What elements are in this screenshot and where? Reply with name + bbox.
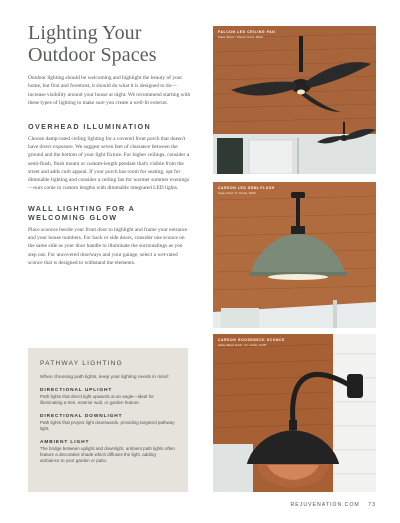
- section-body-wall: Place sconces beside your front door to highlight and frame your entrance and your house numbers. For back or side doors, consider one sconce on the same side as your door handle to illuminate the surroundings as you step out. For uncovered doorways and your garage, select a wet-rated sconce that is designed to withstand the elements.: [28, 226, 188, 266]
- caption-name: CARSON GOOSENECK SCONCE: [218, 338, 285, 342]
- term-directional-downlight: DIRECTIONAL DOWNLIGHT: [40, 413, 123, 419]
- caption-name: CARSON LED SEMI-FLUSH: [218, 186, 275, 190]
- section-body-overhead: Choose damp-rated ceiling lighting for a covered front porch that doesn't have direct exposure. We suggest seven feet of clearance between the ground and the bottom of your light fixture. For higher ceilings, consider a semi-flush, flush mount or custom-length pendant that's visible from the street and adds curb appeal. If your porch has room for seating, opt for dimmable lighting and consider a ceiling fan for warmer summer evenings—ours come in custom lengths with dimmable integrated LED lights.: [28, 135, 190, 192]
- caption-detail: Matte Black / Walnut finish, $849: [218, 34, 263, 39]
- caption-name: FALCON LED CEILING FAN: [218, 30, 276, 34]
- term-ambient-light: AMBIENT LIGHT: [40, 439, 90, 445]
- section-heading-overhead: OVERHEAD ILLUMINATION: [28, 121, 152, 131]
- footer-site[interactable]: REJUVENATION.COM: [290, 502, 360, 508]
- semi-flush-image: [213, 182, 376, 328]
- ceiling-fan-image: [213, 26, 376, 174]
- photo-ceiling-fan: [213, 26, 376, 174]
- caption-detail: Sage finish, 8" shade, $295: [218, 190, 256, 195]
- term-desc-directional-uplight: Path lights that direct light upwards at an angle—ideal for illuminating a tree, exterior wall, or garden feature.: [40, 394, 154, 406]
- pathway-lighting-sidebar: [28, 348, 188, 492]
- sidebar-title: PATHWAY LIGHTING: [40, 360, 123, 367]
- page-title: Lighting Your Outdoor Spaces: [28, 22, 157, 66]
- photo-gooseneck-sconce: [213, 334, 376, 492]
- caption-detail: Matte Black finish, 12" shade, $195: [218, 342, 267, 347]
- photo-semi-flush: [213, 182, 376, 328]
- term-desc-ambient-light: The bridge between uplight and downlight, ambient path lights often feature a decorative shade which diffuses the light, adding ambiance to your garden or patio.: [40, 445, 175, 464]
- gooseneck-sconce-image: [213, 334, 376, 492]
- intro-paragraph: Outdoor lighting should be welcoming and highlight the beauty of your home, but first and foremost, it should do what it is designed to do—increase visibility around your house at night. We recommend starting with these types of lighting to make sure you create a well-lit exterior.: [28, 75, 191, 107]
- caption-semi-flush: [218, 186, 275, 195]
- sidebar-intro: When choosing path lights, keep your lighting needs in mind:: [40, 375, 170, 380]
- term-directional-uplight: DIRECTIONAL UPLIGHT: [40, 388, 113, 393]
- left-column: [28, 22, 192, 267]
- page-number: 73: [368, 502, 376, 508]
- section-heading-wall: WALL LIGHTING FOR A WELCOMING GLOW: [28, 203, 135, 222]
- term-desc-directional-downlight: Path lights that project light downwards, providing targeted pathway light.: [40, 419, 175, 432]
- caption-ceiling-fan: [218, 30, 275, 39]
- caption-gooseneck-sconce: [218, 338, 285, 347]
- page-footer: [285, 502, 376, 508]
